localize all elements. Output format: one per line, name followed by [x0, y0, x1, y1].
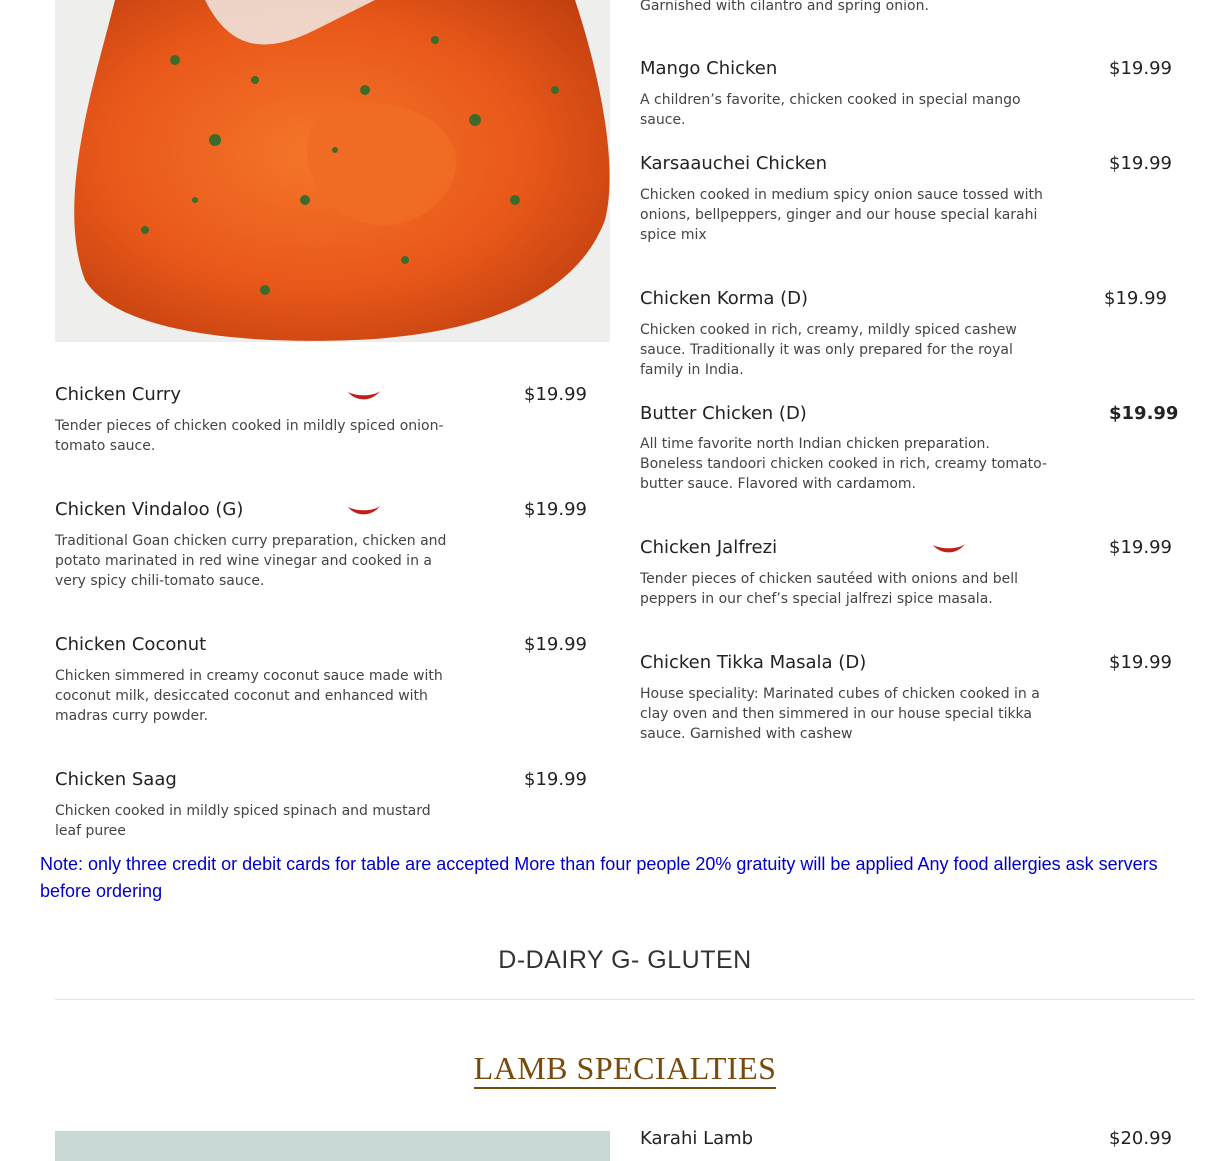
- menu-item-name: Chicken Saag: [55, 769, 177, 790]
- menu-item-price: $19.99: [1109, 537, 1172, 558]
- menu-item-price: $19.99: [1104, 288, 1167, 309]
- menu-item-name: Karahi Lamb: [640, 1128, 754, 1149]
- lamb-dish-image: [55, 1131, 610, 1161]
- menu-item-description: Tender pieces of chicken cooked in mildly spiced onion-tomato sauce.: [55, 418, 444, 454]
- menu-item-price: $19.99: [524, 499, 587, 520]
- allergen-legend: D-DAIRY G- GLUTEN: [498, 946, 752, 974]
- menu-item-price: $20.99: [1109, 1128, 1172, 1149]
- menu-item-name: Chicken Korma (D): [640, 288, 809, 309]
- menu-item-description: A children’s favorite, chicken cooked in special mango sauce.: [640, 92, 1021, 128]
- menu-item-name: Karsaauchei Chicken: [640, 153, 828, 174]
- chili-pepper-icon: [931, 541, 967, 557]
- chicken-dish-image: [55, 0, 610, 342]
- menu-item-description: Chicken cooked in rich, creamy, mildly spiced cashew sauce. Traditionally it was only prepared for the royal family in India.: [640, 322, 1017, 378]
- menu-item-price: $19.99: [524, 769, 587, 790]
- menu-item-name: Chicken Jalfrezi: [640, 537, 778, 558]
- chili-pepper-icon: [346, 503, 382, 519]
- menu-item-price: $19.99: [524, 634, 587, 655]
- menu-item-description: Traditional Goan chicken curry preparation, chicken and potato marinated in red wine vinegar and cooked in a very spicy chili-tomato sauce.: [55, 533, 447, 589]
- menu-item-description: Tender pieces of chicken sautéed with onions and bell peppers in our chef’s special jalfrezi spice masala.: [640, 571, 1018, 607]
- section-title-text: LAMB SPECIALTIES: [474, 1050, 777, 1089]
- menu-item-name: Chicken Coconut: [55, 634, 207, 655]
- menu-item-description: Chicken simmered in creamy coconut sauce made with coconut milk, desiccated coconut and enhanced with madras curry powder.: [55, 668, 443, 724]
- menu-item-price: $19.99: [524, 384, 587, 405]
- menu-item-description: All time favorite north Indian chicken preparation. Boneless tandoori chicken cooked in rich, creamy tomato-butter sauce. Flavored with cardamom.: [640, 436, 1048, 492]
- menu-item-price: $19.99: [1109, 652, 1172, 673]
- menu-item-name: Chicken Vindaloo (G): [55, 499, 244, 520]
- chili-pepper-icon: [346, 388, 382, 404]
- menu-item-description: Chicken cooked in medium spicy onion sauce tossed with onions, bellpeppers, ginger and our house special karahi spice mix: [640, 187, 1043, 243]
- menu-item-name: Chicken Curry: [55, 384, 181, 405]
- menu-item-name: Butter Chicken (D): [640, 403, 807, 424]
- section-title: [0, 1050, 1230, 1087]
- ordering-note: Note: only three credit or debit cards for table are accepted More than four people 20% gratuity will be applied Any food allergies ask servers before ordering: [40, 854, 1158, 901]
- menu-item-description: Garnished with cilantro and spring onion.: [640, 0, 929, 14]
- section-divider: [55, 999, 1195, 1000]
- menu-item-name: Chicken Tikka Masala (D): [640, 652, 867, 673]
- menu-item-price: $19.99: [1109, 153, 1172, 174]
- menu-item-name: Mango Chicken: [640, 58, 778, 79]
- menu-item-price: $19.99: [1109, 58, 1172, 79]
- menu-item-description: Chicken cooked in mildly spiced spinach and mustard leaf puree: [55, 803, 431, 839]
- menu-item-price: $19.99: [1109, 403, 1179, 424]
- menu-item-description: House speciality: Marinated cubes of chicken cooked in a clay oven and then simmered in our house special tikka sauce. Garnished with cashew: [640, 686, 1040, 742]
